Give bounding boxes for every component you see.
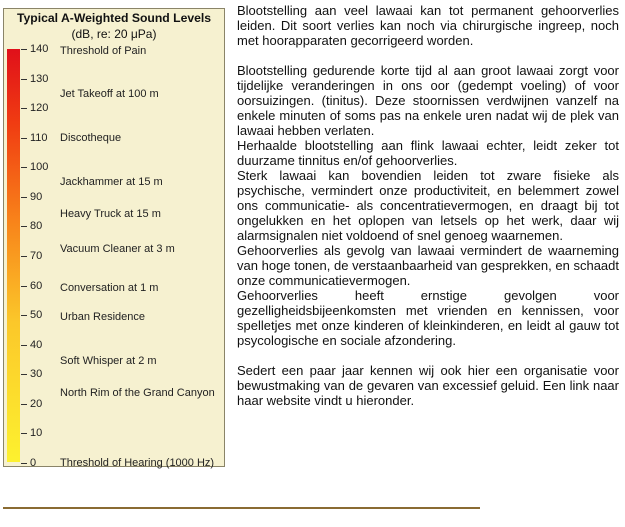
tick-mark <box>21 167 27 168</box>
reference-label: Jackhammer at 15 m <box>60 176 163 188</box>
tick-label: 0 <box>30 457 37 469</box>
tick-label: 90 <box>30 191 43 203</box>
decibel-gradient-bar <box>7 49 20 462</box>
tick-mark <box>21 138 27 139</box>
tick-mark <box>21 286 27 287</box>
tick-mark <box>21 315 27 316</box>
reference-label: Vacuum Cleaner at 3 m <box>60 243 175 255</box>
tick-label: 110 <box>30 132 48 144</box>
paragraph: Gehoorverlies heeft ernstige gevolgen voor gezelligheidsbijeenkomsten met vrienden en kennissen, voor spelletjes met onze kinderen of kleinkinderen, en leidt al gauw tot psycologische en sociale afzondering. <box>237 288 619 348</box>
reference-label: Soft Whisper at 2 m <box>60 355 157 367</box>
tick-mark <box>21 197 27 198</box>
tick-label: 70 <box>30 250 43 262</box>
tick-mark <box>21 345 27 346</box>
paragraph: Gehoorverlies als gevolg van lawaai vermindert de waarneming van hoge tonen, de verstaanbaarheid van gesprekken, en schaadt onze communicatievermogen. <box>237 243 619 288</box>
chart-subtitle: (dB, re: 20 μPa) <box>71 27 157 41</box>
paragraph: Blootstelling aan veel lawaai kan tot permanent gehoorverlies leiden. Dit soort verlies kan noch via chirurgische ingreep, noch met hoorapparaten gecorrigeerd worden. <box>237 3 619 48</box>
tick-label: 80 <box>30 220 43 232</box>
tick-mark <box>21 404 27 405</box>
tick-mark <box>21 374 27 375</box>
tick-label: 140 <box>30 43 49 55</box>
tick-mark <box>21 433 27 434</box>
chart-title: Typical A-Weighted Sound Levels <box>16 11 212 25</box>
reference-label: North Rim of the Grand Canyon <box>60 387 215 399</box>
tick-mark <box>21 108 27 109</box>
tick-label: 60 <box>30 280 43 292</box>
article-text <box>237 3 619 408</box>
reference-label: Threshold of Hearing (1000 Hz) <box>60 457 215 469</box>
tick-label: 100 <box>30 161 49 173</box>
tick-mark <box>21 256 27 257</box>
reference-label: Threshold of Pain <box>60 45 147 57</box>
horizontal-divider <box>3 507 480 509</box>
tick-label: 30 <box>30 368 43 380</box>
reference-label: Urban Residence <box>60 311 145 323</box>
reference-label: Jet Takeoff at 100 m <box>60 88 159 100</box>
paragraph: Herhaalde blootstelling aan flink lawaai echter, leidt zeker tot duurzame tinnitus en/of gehoorverlies. <box>237 138 619 168</box>
tick-mark <box>21 463 27 464</box>
paragraph: Sedert een paar jaar kennen wij ook hier een organisatie voor bewustmaking van de gevaren van excessief geluid. Een link naar haar website vindt u hieronder. <box>237 363 619 408</box>
tick-mark <box>21 49 27 50</box>
paragraph: Blootstelling gedurende korte tijd al aan groot lawaai zorgt voor tijdelijke veranderingen in ons oor (gedempt voeling) of voor oorsuizingen. (tinitus). Deze stoornissen verdwijnen vanzelf na enkele minuten of soms pas na enkele uren nadat wij de plek van lawaai hebben verlaten. <box>237 63 619 138</box>
tick-mark <box>21 226 27 227</box>
tick-label: 10 <box>30 427 43 439</box>
tick-label: 20 <box>30 398 43 410</box>
tick-mark <box>21 79 27 80</box>
paragraph: Sterk lawaai kan bovendien leiden tot zware fisieke als psychische, vermindert onze productiviteit, en belemmert zowel ons communicatie- als concentratievermogen, en draagt bij tot ongelukken en het oplopen van letsels op het werk, daar wij alarmsignalen niet voldoend of snel genoeg waarnemen. <box>237 168 619 243</box>
reference-label: Heavy Truck at 15 m <box>60 208 161 220</box>
tick-label: 120 <box>30 102 49 114</box>
tick-label: 40 <box>30 339 43 351</box>
reference-label: Discotheque <box>60 132 122 144</box>
tick-label: 130 <box>30 73 49 85</box>
reference-label: Conversation at 1 m <box>60 282 159 294</box>
sound-level-chart <box>3 8 225 467</box>
tick-label: 50 <box>30 309 43 321</box>
